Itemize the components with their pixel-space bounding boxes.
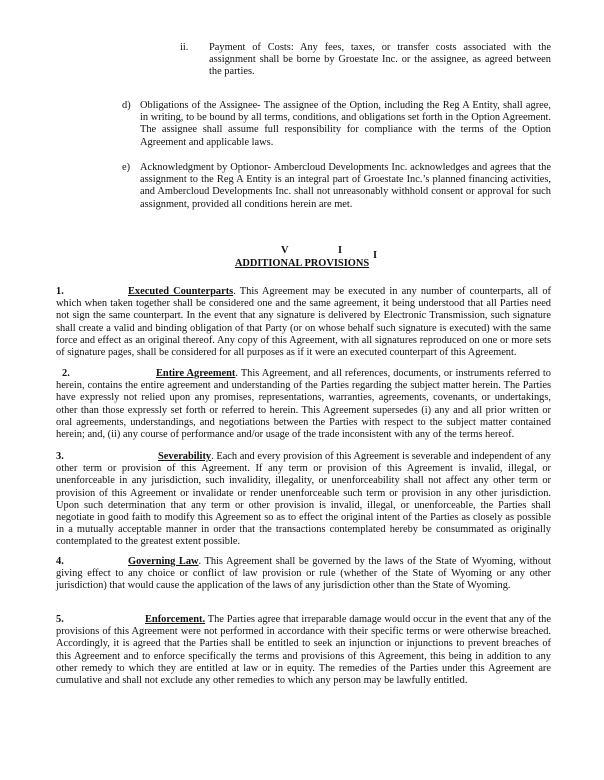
section-title-1: Executed Counterparts [128,286,234,297]
article-roman-v: V [281,245,289,256]
section-body-4: . This Agreement shall be governed by the laws of the State of Wyoming, without giving effect to any choice or conflict of law provision or rule (whether of the State of Wyoming or any other jurisdiction) that would cause the application of the laws of any jurisdiction other than the State of Wyoming. [56,556,551,592]
section-number-2: 2. [62,368,70,379]
article-title: ADDITIONAL PROVISIONS [234,258,370,269]
section-number-5: 5. [56,614,64,625]
subitem-ii: Payment of Costs: Any fees, taxes, or transfer costs associated with the assignment shall be borne by Groestate Inc. or the assignee, as agreed between the parties. [209,42,551,78]
subitem-marker: ii. [180,42,189,53]
item-e: Acknowledgment by Optionor- Ambercloud Developments Inc. acknowledges and agrees that the assignment to the Reg A Entity is an integral part of Groestate Inc.’s planned financing activities, and Ambercloud Developments Inc. shall not unreasonably withhold consent or approval for such assignment, provided all conditions herein are met. [140,162,551,210]
section-number-3: 3. [56,451,64,462]
section-title-4: Governing Law [128,556,199,567]
article-roman-i1: I [338,245,343,256]
section-3 [56,451,551,549]
item-marker-d: d) [122,100,131,111]
section-number-4: 4. [56,556,64,567]
item-d: Obligations of the Assignee- The assignee of the Option, including the Reg A Entity, shall agree, in writing, to be bound by all terms, conditions, and obligations set forth in the Option Agreement. The assignee shall assume full responsibility for compliance with the terms of the Option Agreement and applicable laws. [140,100,551,148]
section-title-3: Severability [158,451,212,462]
section-body-2: . This Agreement, and all references, documents, or instruments referred to herein, contains the entire agreement and understanding of the Parties regarding the subject matter herein. The Parties have expressly not relied upon any promises, representations, warranties, agreements, covenants, or undertakings, other than those expressly set forth or referred to herein. This Agreement supersedes (i) any and all prior written or oral agreements, understandings, and negotiations between the Parties with respect to the subject matter contained herein; and, (ii) any course of performance and/or usage of the trade inconsistent with any of the terms hereof. [56,368,551,441]
section-body-1: . This Agreement may be executed in any number of counterparts, all of which when taken together shall be considered one and the same agreement, it being understood that all Parties need not sign the same counterpart. In the event that any signature is delivered by Electronic Transmission, such signature shall create a valid and binding obligation of that Party (or on whose behalf such signature is executed) with the same force and effect as an original thereof. Any copy of this Agreement, with all signatures reproduced on one or more sets of signature pages, shall be considered for all purposes as if it were an executed counterpart of this Agreement. [56,286,552,359]
section-2 [56,368,551,441]
section-body-5: The Parties agree that irreparable damage would occur in the event that any of the provisions of this Agreement were not performed in accordance with their specific terms or were otherwise breached. Accordingly, it is agreed that the Parties shall be entitled to seek an injunction or injunctions to prevent breaches of this Agreement and to enforce specifically the terms and provisions of this Agreement, this being in addition to any other remedy to which they are entitled at law or in equity. The remedies of the Parties under this Agreement are cumulative and shall not exclude any other remedies to which any person may be lawfully entitled. [56,614,551,687]
section-title-2: Entire Agreement [156,368,236,379]
section-1 [56,286,551,359]
item-marker-e: e) [122,162,131,173]
section-5 [56,614,551,687]
section-body-3: . Each and every provision of this Agreement is severable and independent of any other term or provision of this Agreement. If any term or provision of this Agreement is invalid, illegal, or unenforceable in any jurisdiction, such invalidity, illegality, or unenforceability shall not affect any other term or provision of this Agreement or invalidate or render unenforceable such term or provision in any other jurisdiction. Upon such determination that any term or other provision is invalid, illegal, or unenforceable, the Parties shall negotiate in good faith to modify this Agreement so as to effect the original intent of the Parties as closely as possible in a mutually acceptable manner in order that the transactions contemplated hereby be consummated as originally contemplated to the greatest extent possible. [56,451,551,548]
section-4 [56,556,551,593]
section-number-1: 1. [56,286,64,297]
section-title-5: Enforcement. [145,614,206,625]
article-roman-i2: I [373,250,378,261]
